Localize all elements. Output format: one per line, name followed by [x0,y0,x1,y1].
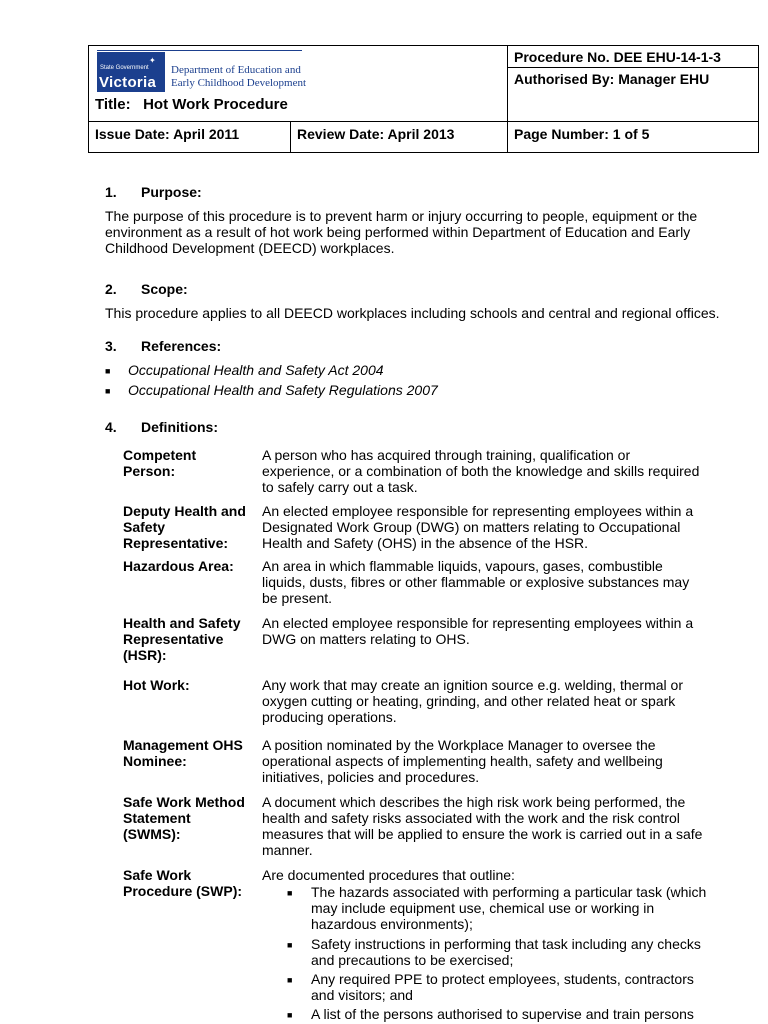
section-heading-purpose: 1. Purpose: [105,184,202,200]
list-item: ■ Safety instructions in performing that task including any checks and precautions to be exercised; [287,936,701,968]
document-header [88,45,759,153]
section-heading-scope: 2. Scope: [105,281,188,297]
logo-department-name: Department of Education and Early Childhood Development [171,64,307,89]
bullet-icon: ■ [287,1010,293,1020]
definition-term: Hot Work: [123,677,190,693]
definition-text: Any work that may create an ignition source e.g. welding, thermal or oxygen cutting or heating, grinding, and other related heat or spark producing operations. [262,677,683,725]
reference-item: ■ Occupational Health and Safety Act 2004 [105,362,384,378]
bullet-icon: ■ [287,888,293,898]
purpose-text: The purpose of this procedure is to prevent harm or injury occurring to people, equipment or the environment as a result of hot work being performed within Department of Education and Early Childhood Development (DEECD) workplaces. [105,208,698,256]
department-logo [97,50,307,94]
bullet-icon: ■ [287,975,293,985]
definition-text: A document which describes the high risk work being performed, the health and safety risks associated with the work and the risk control measures that will be applied to ensure the work is carried out in a safe manner. [262,794,703,858]
header-title-cell [89,46,507,121]
bullet-icon: ■ [105,366,111,377]
definition-term: Competent Person: [123,447,197,479]
logo-rule [97,50,302,51]
definition-text: A person who has acquired through training, qualification or experience, or a combination of both the knowledge and skills required to safely carry out a task. [262,447,700,495]
list-item: ■ The hazards associated with performing a particular task (which may include equipment use, chemical use or working in hazardous environments); [287,884,707,932]
review-date: Review Date: April 2013 [290,122,507,152]
definition-term: Management OHS Nominee: [123,737,243,769]
document-title: Title: Hot Work Procedure [95,96,288,113]
issue-date: Issue Date: April 2011 [95,126,240,142]
authorised-by: Authorised By: Manager EHU [507,68,758,121]
definition-text: An area in which flammable liquids, vapours, gases, combustible liquids, dusts, fibres or other flammable or explosive substances may be present. [262,558,690,606]
list-item: ■ Any required PPE to protect employees, students, contractors and visitors; and [287,971,694,1003]
definition-text: A position nominated by the Workplace Manager to oversee the operational aspects of implementing health, safety and wellbeing initiatives, policies and procedures. [262,737,663,785]
reference-item: ■ Occupational Health and Safety Regulations 2007 [105,382,438,398]
logo-state-gov: State Government [100,65,149,71]
logo-victoria: Victoria [99,74,157,91]
definition-text: An elected employee responsible for representing employees within a Designated Work Group (DWG) on matters relating to Occupational Health and Safety (OHS) in the absence of the HSR. [262,503,694,551]
victoria-logo-icon: ✦ State Government Victoria [97,52,165,92]
list-item: ■ A list of the persons authorised to supervise and train persons [287,1006,694,1022]
section-heading-references: 3. References: [105,338,222,354]
scope-text: This procedure applies to all DEECD workplaces including schools and central and regional offices. [105,305,720,321]
section-heading-definitions: 4. Definitions: [105,419,218,435]
page-number: Page Number: 1 of 5 [507,122,758,152]
definition-term: Hazardous Area: [123,558,234,574]
definition-term: Safe Work Procedure (SWP): [123,867,243,899]
bullet-icon: ■ [287,940,293,950]
definition-text: Are documented procedures that outline: [262,867,515,883]
procedure-number: Procedure No. DEE EHU-14-1-3 [507,46,758,68]
bullet-icon: ■ [105,386,111,397]
definition-term: Deputy Health and Safety Representative: [123,503,246,551]
definition-text: An elected employee responsible for representing employees within a DWG on matters relating to OHS. [262,615,694,647]
definition-term: Safe Work Method Statement (SWMS): [123,794,245,842]
header-dates-row [89,121,758,152]
definition-term: Health and Safety Representative (HSR): [123,615,241,663]
